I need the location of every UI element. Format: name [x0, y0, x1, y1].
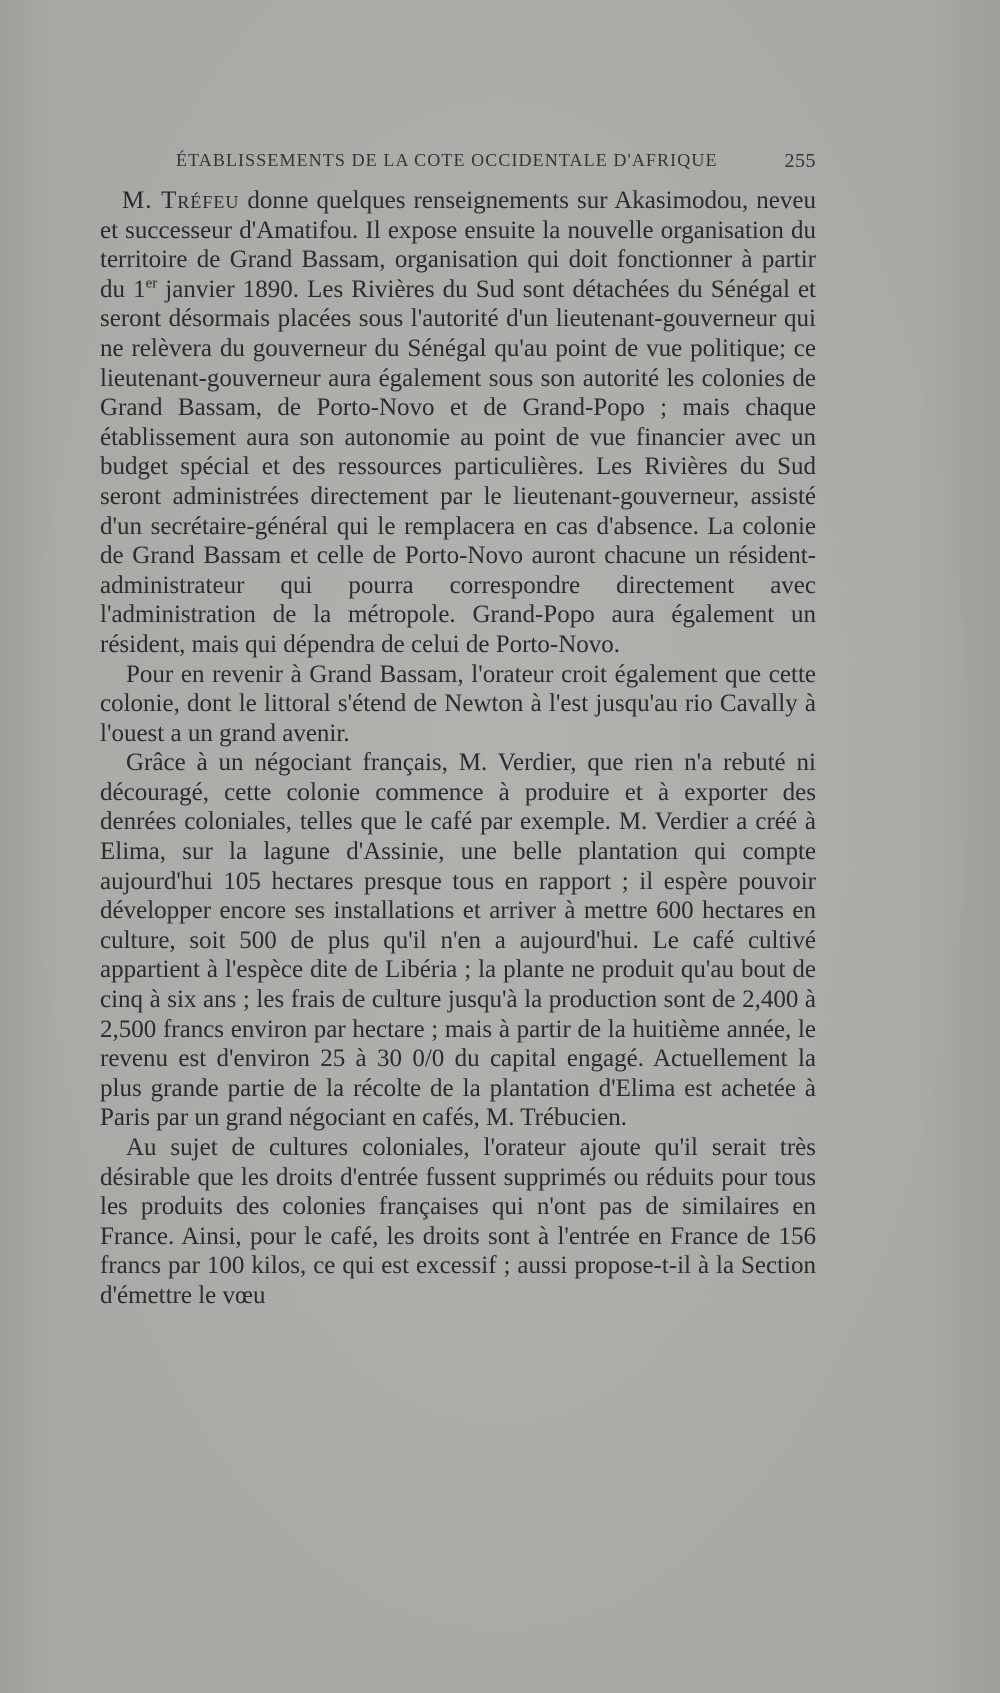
- ordinal-superscript: er: [145, 275, 158, 292]
- running-header-title: ÉTABLISSEMENTS DE LA COTE OCCIDENTALE D'AFRIQUE: [176, 150, 718, 170]
- speaker-name: M. Tréfeu: [122, 187, 240, 214]
- paragraph-4: Au sujet de cultures coloniales, l'orateur ajoute qu'il serait très désirable que les droits d'entrée fussent supprimés ou réduits pour tous les produits des colonies françaises qui n'ont pas de similaires en France. Ainsi, pour le café, les droits sont à l'entrée en France de 156 francs par 100 kilos, ce qui est excessif ; aussi propose-t-il à la Section d'émettre le vœu: [100, 1134, 816, 1309]
- paragraph-1-part-a: donne quelques renseignements sur Akasimodou, neveu et successeur d'Amatifou. Il expose ensuite la nouvelle organisation du territoire de Grand Bassam, organisation qui doit fonctionner à partir du 1: [100, 187, 816, 303]
- page-number: 255: [784, 150, 816, 172]
- paragraph-1-part-b: janvier 1890. Les Rivières du Sud sont détachées du Sénégal et seront désormais placées sous l'autorité d'un lieutenant-gouverneur qui ne relèvera du gouverneur du Sénégal qu'au point de vue politique; ce lieutenant-gouverneur aura également sous son autorité les colonies de Grand Bassam, de Porto-Novo et de Grand-Popo ; mais chaque établissement aura son autonomie au point de vue financier avec un budget spécial et des ressources particulières. Les Rivières du Sud seront administrées directement par le lieutenant-gouverneur, assisté d'un secrétaire-général qui le remplacera en cas d'absence. La colonie de Grand Bassam et celle de Porto-Novo auront chacune un résident-administrateur qui pourra correspondre directement avec l'administration de la métropole. Grand-Popo aura également un résident, mais qui dépendra de celui de Porto-Novo.: [100, 275, 817, 658]
- paragraph-3: Grâce à un négociant français, M. Verdier, que rien n'a rebuté ni découragé, cette colonie commence à produire et à exporter des denrées coloniales, telles que le café par exemple. M. Verdier a créé à Elima, sur la lagune d'Assinie, une belle plantation qui compte aujourd'hui 105 hectares presque tous en rapport ; il espère pouvoir développer encore ses installations et arriver à mettre 600 hectares en culture, soit 500 de plus qu'il n'en a aujourd'hui. Le café cultivé appartient à l'espèce dite de Libéria ; la plante ne produit qu'au bout de cinq à six ans ; les frais de culture jusqu'à la production sont de 2,400 à 2,500 francs environ par hectare ; mais à partir de la huitième année, le revenu est d'environ 25 à 30 0/0 du capital engagé. Actuellement la plus grande partie de la récolte de la plantation d'Elima est achetée à Paris par un grand négociant en cafés, M. Trébucien.: [100, 749, 816, 1132]
- body-text: [100, 186, 816, 1311]
- running-header: [100, 150, 816, 176]
- paragraph-2: Pour en revenir à Grand Bassam, l'orateur croit également que cette colonie, dont le littoral s'étend de Newton à l'est jusqu'au rio Cavally à l'ouest a un grand avenir.: [100, 660, 816, 747]
- paragraph-1: [100, 186, 816, 660]
